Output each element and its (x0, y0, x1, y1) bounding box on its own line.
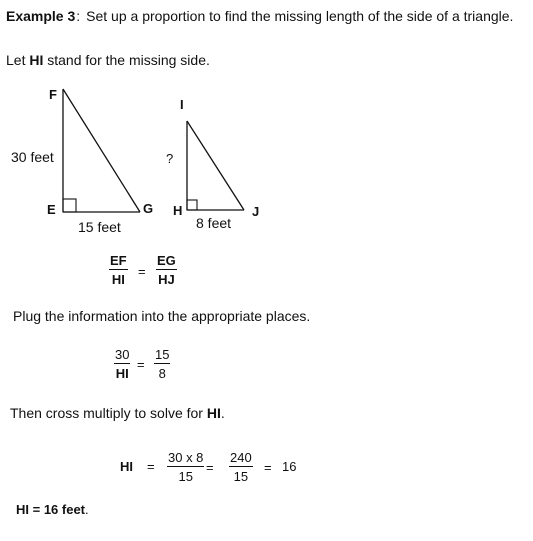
vertex-e-label: E (47, 202, 56, 217)
side-ef-label: 30 feet (11, 149, 54, 165)
solution-equals-3: = (264, 460, 272, 475)
final-answer-period: . (85, 502, 89, 517)
solution-equals-2: = (206, 460, 214, 475)
vertex-g-label: G (143, 201, 154, 216)
fraction-bar (167, 466, 204, 467)
side-hi-unknown: ? (166, 151, 174, 166)
step2-text: Plug the information into the appropriate places. (13, 308, 311, 324)
step3-pre: Then cross multiply to solve for (10, 405, 207, 421)
right-angle-marker-e (63, 199, 76, 212)
heading-text: Set up a proportion to find the missing length of the side of a triangle. (86, 8, 514, 24)
step3-post: . (220, 405, 225, 421)
numerator-30: 30 (115, 347, 130, 362)
solution-lhs: HI (120, 459, 133, 474)
solution-result: 16 (282, 459, 297, 474)
triangle-efg (63, 89, 140, 212)
vertex-i-label: I (180, 97, 184, 112)
numerator-240: 240 (230, 450, 252, 465)
final-answer (16, 503, 89, 516)
heading-colon: : (76, 8, 81, 24)
fraction-30x8-15 (167, 451, 204, 483)
denominator-hi: HI (115, 366, 129, 381)
triangle-hij (187, 121, 244, 210)
denominator-15: 15 (178, 469, 193, 484)
vertex-f-label: F (49, 87, 57, 102)
fraction-bar (156, 269, 177, 270)
example-label: Example 3 (6, 8, 76, 24)
intro-pre: Let (6, 52, 30, 68)
vertex-h-label: H (173, 203, 183, 218)
step3-text (10, 406, 225, 420)
fraction-240-15 (229, 451, 253, 483)
side-hj-label: 8 feet (196, 215, 232, 231)
fraction-15-8 (154, 348, 170, 380)
step3-var: HI (206, 405, 221, 421)
numerator-30x8: 30 x 8 (168, 450, 204, 465)
numerator-15: 15 (155, 347, 170, 362)
denominator-8: 8 (158, 366, 166, 381)
side-eg-label: 15 feet (78, 219, 121, 235)
vertex-j-label: J (252, 204, 260, 219)
fraction-bar (229, 466, 253, 467)
denominator-hj: HJ (158, 272, 175, 287)
solution-equals-1: = (147, 459, 155, 474)
fraction-ef-hi (109, 254, 128, 286)
intro-post: stand for the missing side. (43, 52, 210, 68)
denominator-hi: HI (111, 272, 125, 287)
substitution-equals: = (137, 357, 145, 372)
fraction-eg-hj (156, 254, 177, 286)
intro-var: HI (29, 52, 44, 68)
final-answer-text: HI = 16 feet (16, 502, 86, 517)
numerator-ef: EF (110, 253, 127, 268)
numerator-eg: EG (157, 253, 176, 268)
proportion-equals: = (138, 264, 146, 279)
fraction-bar (114, 363, 130, 364)
fraction-bar (154, 363, 170, 364)
denominator-15b: 15 (233, 469, 249, 484)
right-angle-marker-h (187, 200, 197, 210)
fraction-bar (109, 269, 128, 270)
fraction-30-hi (114, 348, 130, 380)
